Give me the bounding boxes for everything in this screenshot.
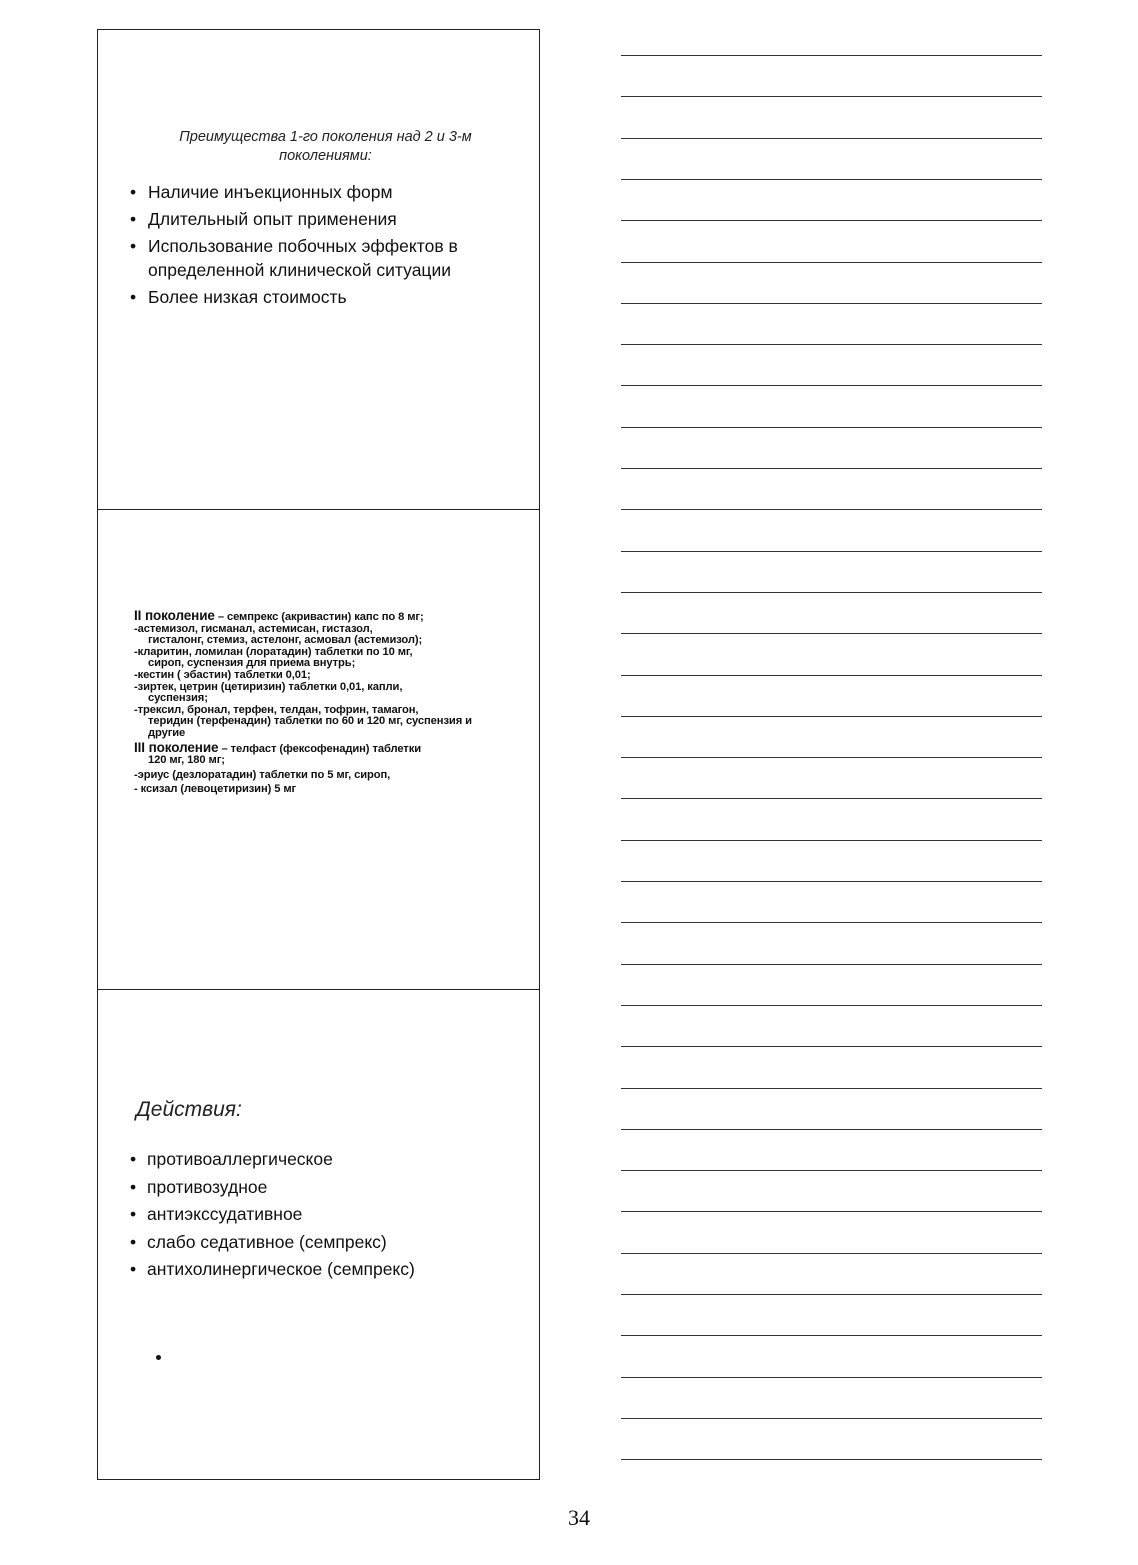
note-line [621, 385, 1042, 386]
gen3-heading-line [134, 739, 534, 756]
note-line [621, 220, 1042, 221]
gen3-lead: – телфаст (фексофенадин) таблетки [218, 742, 421, 755]
slide-3 [97, 989, 540, 1480]
note-line [621, 303, 1042, 304]
list-item: • Использование побочных эффектов в определенной клинической ситуации [126, 234, 526, 282]
note-line [621, 179, 1042, 180]
notes-lines [621, 0, 1042, 1565]
gen3-line: - ксизал (левоцетиризин) 5 мг [134, 783, 297, 796]
gen3-line-cont: 120 мг, 180 мг; [148, 754, 225, 767]
note-line [621, 633, 1042, 634]
note-line [621, 551, 1042, 552]
note-line [621, 262, 1042, 263]
empty-bullet-dot [156, 1355, 161, 1360]
list-item: • Более низкая стоимость [126, 285, 526, 309]
page-number: 34 [568, 1505, 590, 1530]
note-line [621, 922, 1042, 923]
note-line [621, 757, 1042, 758]
gen2-label: II поколение [134, 608, 215, 623]
note-line [621, 427, 1042, 428]
note-line [621, 509, 1042, 510]
gen3-line: -эриус (дезлоратадин) таблетки по 5 мг, сироп, [134, 768, 391, 781]
note-line [621, 1211, 1042, 1212]
gen2-line: -зиртек, цетрин (цетиризин) таблетки 0,01, капли, [134, 680, 403, 693]
slide-3-list [126, 1146, 415, 1284]
note-line [621, 55, 1042, 56]
note-line [621, 1005, 1042, 1006]
note-line [621, 592, 1042, 593]
gen2-line-cont: гисталонг, стемиз, астелонг, асмовал (астемизол); [148, 634, 423, 647]
list-item: • противоаллергическое [126, 1146, 415, 1174]
list-item: • Длительный опыт применения [126, 207, 526, 231]
slide-1-list [126, 180, 526, 312]
note-line [621, 798, 1042, 799]
gen3-label: III поколение [134, 739, 219, 755]
list-item: • Наличие инъекционных форм [126, 180, 526, 204]
note-line [621, 675, 1042, 676]
gen2-line-cont: суспензия; [148, 692, 208, 705]
slide-1-title: Преимущества 1-го поколения над 2 и 3-м поколениями: [179, 129, 472, 164]
gen2-line: -трексил, бронал, терфен, телдан, тофрин, тамагон, [134, 703, 419, 716]
note-line [621, 1418, 1042, 1419]
gen2-heading-line [134, 610, 534, 624]
slide-2 [97, 509, 540, 991]
note-line [621, 881, 1042, 882]
note-line [621, 1046, 1042, 1047]
note-line [621, 1459, 1042, 1460]
list-item: • противозудное [126, 1174, 415, 1202]
gen2-lead: – семпрекс (акривастин) капс по 8 мг; [214, 611, 424, 623]
note-line [621, 96, 1042, 97]
note-line [621, 964, 1042, 965]
list-item: • антихолинергическое (семпрекс) [126, 1256, 415, 1284]
note-line [621, 344, 1042, 345]
gen2-line: -кларитин, ломилан (лоратадин) таблетки по 10 мг, [134, 645, 413, 658]
slide-2-drug-list [134, 610, 534, 796]
list-item: • слабо седативное (семпрекс) [126, 1229, 415, 1257]
note-line [621, 1129, 1042, 1130]
note-line [621, 138, 1042, 139]
note-line [621, 1377, 1042, 1378]
note-line [621, 1294, 1042, 1295]
slide-3-title: Действия: [136, 1098, 242, 1121]
note-line [621, 716, 1042, 717]
gen2-line: -астемизол, гисманал, астемисан, гистазол, [134, 622, 373, 635]
note-line [621, 468, 1042, 469]
note-line [621, 1335, 1042, 1336]
gen2-line: -кестин ( эбастин) таблетки 0,01; [134, 668, 311, 681]
list-item: • антиэкссудативное [126, 1201, 415, 1229]
slide-1 [97, 29, 540, 511]
note-line [621, 1088, 1042, 1089]
gen2-line-cont: теридин (терфенадин) таблетки по 60 и 120 мг, суспензия и другие [148, 715, 472, 739]
note-line [621, 1253, 1042, 1254]
note-line [621, 1170, 1042, 1171]
gen2-line-cont: сироп, суспензия для приема внутрь; [148, 657, 356, 670]
note-line [621, 840, 1042, 841]
